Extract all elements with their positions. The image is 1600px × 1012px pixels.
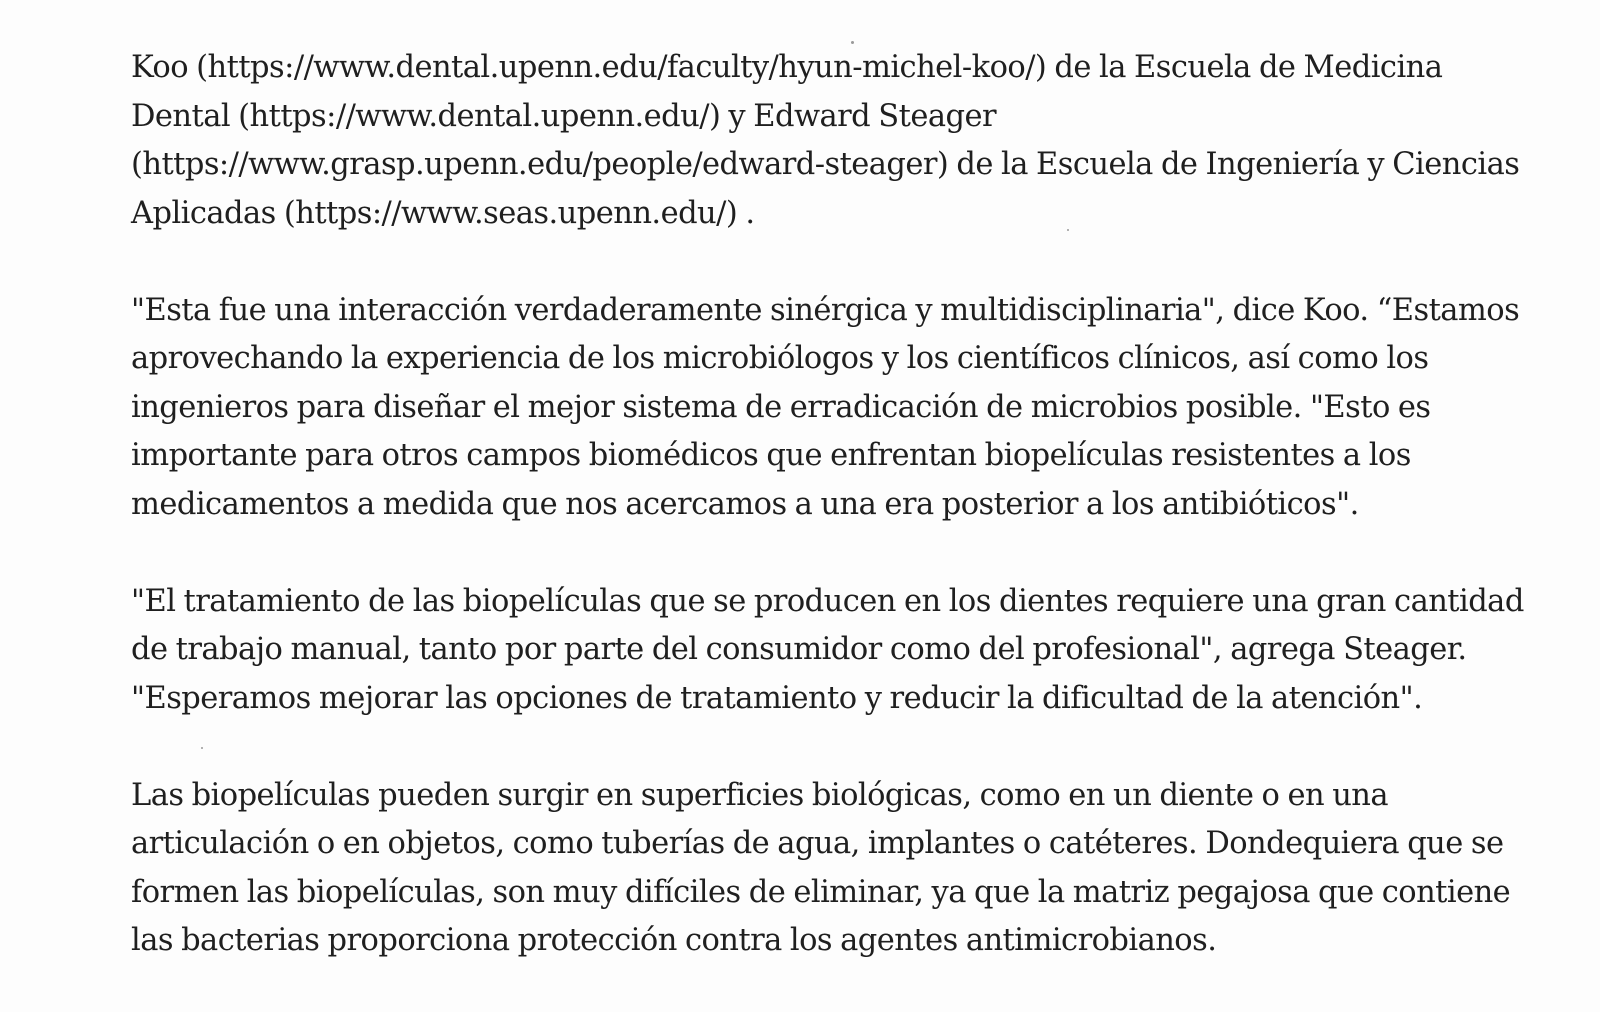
text-line: formen las biopelículas, son muy difíciles de eliminar, ya que la matriz pegajosa que contiene: [131, 874, 1511, 910]
text-line: Las biopelículas pueden surgir en superficies biológicas, como en un diente o en una: [131, 777, 1389, 813]
text-line: Dental (https://www.dental.upenn.edu/) y Edward Steager: [131, 98, 996, 134]
scan-speck: [851, 41, 854, 44]
text-line: de trabajo manual, tanto por parte del consumidor como del profesional", agrega Steager.: [131, 632, 1467, 667]
text-line: "Esta fue una interacción verdaderamente sinérgica y multidisciplinaria", dice Koo. “Estamos: [131, 292, 1520, 328]
text-line: las bacterias proporciona protección contra los agentes antimicrobianos.: [131, 923, 1217, 958]
text-line: aprovechando la experiencia de los microbiólogos y los científicos clínicos, así como los: [131, 341, 1429, 376]
text-line: "Esperamos mejorar las opciones de tratamiento y reducir la dificultad de la atención".: [131, 680, 1423, 716]
text-line: Aplicadas (https://www.seas.upenn.edu/) .: [131, 195, 755, 231]
text-line: "El tratamiento de las biopelículas que se producen en los dientes requiere una gran cantidad: [131, 583, 1524, 619]
scan-speck: [201, 747, 203, 749]
text-line: (https://www.grasp.upenn.edu/people/edward-steager) de la Escuela de Ingeniería y Ciencias: [131, 147, 1520, 182]
text-line: ingenieros para diseñar el mejor sistema de erradicación de microbios posible. "Esto es: [131, 389, 1431, 425]
text-line: medicamentos a medida que nos acercamos a una era posterior a los antibióticos".: [131, 486, 1359, 522]
scan-speck: [1067, 229, 1069, 231]
text-line: importante para otros campos biomédicos que enfrentan biopelículas resistentes a los: [131, 438, 1411, 473]
paragraph-steager-quote: [131, 578, 1524, 724]
paragraph-biofilms: [131, 772, 1521, 966]
paragraph-koo-affiliations: [131, 44, 1521, 238]
paragraph-koo-quote: [131, 287, 1521, 530]
text-line: Koo (https://www.dental.upenn.edu/faculty/hyun-michel-koo/) de la Escuela de Medicina: [131, 50, 1443, 85]
text-line: articulación o en objetos, como tuberías de agua, implantes o catéteres. Dondequiera que se: [131, 826, 1504, 861]
